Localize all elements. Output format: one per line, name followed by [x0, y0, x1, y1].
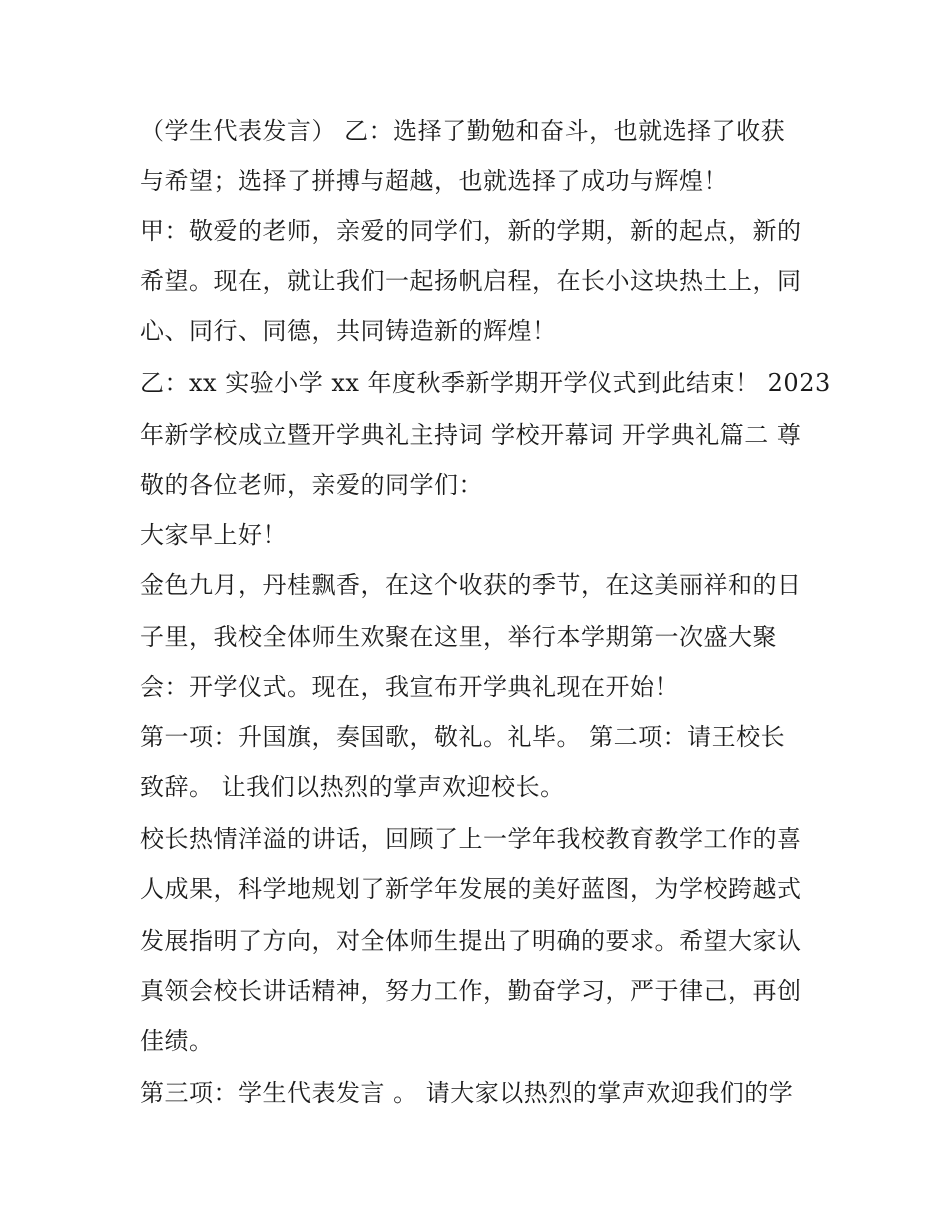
text-line: 乙：xx 实验小学 xx 年度秋季新学期开学仪式到此结束！ 2023: [140, 369, 831, 397]
text-line: （学生代表发言） 乙：选择了勤勉和奋斗，也就选择了收获: [140, 117, 786, 145]
text-line: 希望。现在，就让我们一起扬帆启程，在长小这块热土上，同: [140, 267, 802, 295]
text-line: 金色九月，丹桂飘香，在这个收获的季节，在这美丽祥和的日: [140, 571, 802, 599]
text-line: 佳绩。: [140, 1027, 214, 1055]
text-line: 致辞。 让我们以热烈的掌声欢迎校长。: [140, 773, 565, 801]
text-line: 子里，我校全体师生欢聚在这里，举行本学期第一次盛大聚: [140, 623, 777, 651]
text-line: 甲：敬爱的老师，亲爱的同学们，新的学期，新的起点，新的: [140, 217, 802, 245]
text-line: 真领会校长讲话精神，努力工作，勤奋学习，严于律己，再创: [140, 977, 802, 1005]
text-line: 校长热情洋溢的讲话，回顾了上一学年我校教育教学工作的喜: [140, 825, 802, 853]
text-line: 发展指明了方向，对全体师生提出了明确的要求。希望大家认: [140, 927, 802, 955]
text-line: 第三项：学生代表发言 。 请大家以热烈的掌声欢迎我们的学: [140, 1079, 794, 1107]
text-line: 年新学校成立暨开学典礼主持词 学校开幕词 开学典礼篇二 尊: [140, 421, 802, 449]
text-line: 心、同行、同德，共同铸造新的辉煌！: [140, 317, 557, 345]
text-line: 第一项：升国旗，奏国歌，敬礼。礼毕。 第二项：请王校长: [140, 723, 786, 751]
text-line: 敬的各位老师，亲爱的同学们：: [140, 471, 483, 499]
text-line: 与希望；选择了拼搏与超越，也就选择了成功与辉煌！: [140, 167, 728, 195]
text-line: 会：开学仪式。现在，我宣布开学典礼现在开始！: [140, 673, 679, 701]
text-line: 人成果，科学地规划了新学年发展的美好蓝图，为学校跨越式: [140, 875, 802, 903]
text-line: 大家早上好！: [140, 521, 287, 549]
